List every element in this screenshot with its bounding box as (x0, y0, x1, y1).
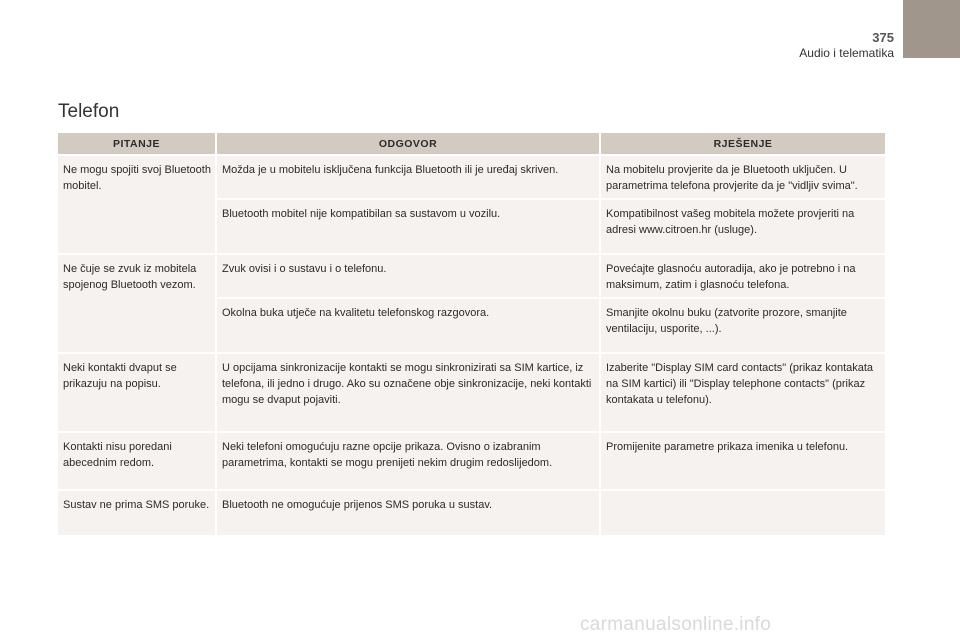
table-row (58, 352, 885, 431)
troubleshooting-table (58, 133, 885, 535)
table-row (58, 253, 885, 297)
solution-cell: Smanjite okolnu buku (zatvorite prozore, smanjite ventilaciju, usporite, ...). (601, 297, 885, 352)
table-row (58, 431, 885, 489)
section-title: Audio i telematika (799, 46, 894, 60)
header-question: PITANJE (58, 133, 217, 154)
table-header-row (58, 133, 885, 154)
solution-cell: Izaberite "Display SIM card contacts" (prikaz kontakata na SIM kartici) ili "Display telephone contacts" (prikaz kontakata u telefonu). (601, 352, 885, 431)
page-number: 375 (872, 30, 894, 45)
answer-cell: Bluetooth ne omogućuje prijenos SMS poruka u sustav. (217, 489, 601, 535)
solution-cell: Povećajte glasnoću autoradija, ako je potrebno i na maksimum, zatim i glasnoću telefona. (601, 253, 885, 297)
question-cell: Kontakti nisu poredani abecednim redom. (58, 431, 217, 489)
question-cell: Sustav ne prima SMS poruke. (58, 489, 217, 535)
answer-cell: Bluetooth mobitel nije kompatibilan sa sustavom u vozilu. (217, 198, 601, 253)
solution-cell: Na mobitelu provjerite da je Bluetooth uključen. U parametrima telefona provjerite da je "vidljiv svima". (601, 154, 885, 198)
watermark-text: carmanualsonline.info (580, 614, 772, 635)
table-row (58, 154, 885, 198)
answer-cell: Okolna buka utječe na kvalitetu telefonskog razgovora. (217, 297, 601, 352)
solution-cell: Kompatibilnost vašeg mobitela možete provjeriti na adresi www.citroen.hr (usluge). (601, 198, 885, 253)
page-title: Telefon (58, 101, 120, 122)
question-cell: Ne čuje se zvuk iz mobitela spojenog Bluetooth vezom. (58, 253, 217, 352)
answer-cell: U opcijama sinkronizacije kontakti se mogu sinkronizirati sa SIM kartice, iz telefona, ili jedno i drugo. Ako su označene obje sinkronizacije, neki kontakti mogu se dvaput pojaviti. (217, 352, 601, 431)
header-answer: ODGOVOR (217, 133, 601, 154)
answer-cell: Neki telefoni omogućuju razne opcije prikaza. Ovisno o izabranim parametrima, kontakti se mogu prenijeti nekim drugim redoslijedom. (217, 431, 601, 489)
solution-cell: Promijenite parametre prikaza imenika u telefonu. (601, 431, 885, 489)
table-row (58, 489, 885, 535)
answer-cell: Možda je u mobitelu isključena funkcija Bluetooth ili je uređaj skriven. (217, 154, 601, 198)
header-solution: RJEŠENJE (601, 133, 885, 154)
solution-cell (601, 489, 885, 535)
answer-cell: Zvuk ovisi i o sustavu i o telefonu. (217, 253, 601, 297)
question-cell: Ne mogu spojiti svoj Bluetooth mobitel. (58, 154, 217, 253)
chapter-tab-marker (903, 0, 960, 58)
question-cell: Neki kontakti dvaput se prikazuju na popisu. (58, 352, 217, 431)
